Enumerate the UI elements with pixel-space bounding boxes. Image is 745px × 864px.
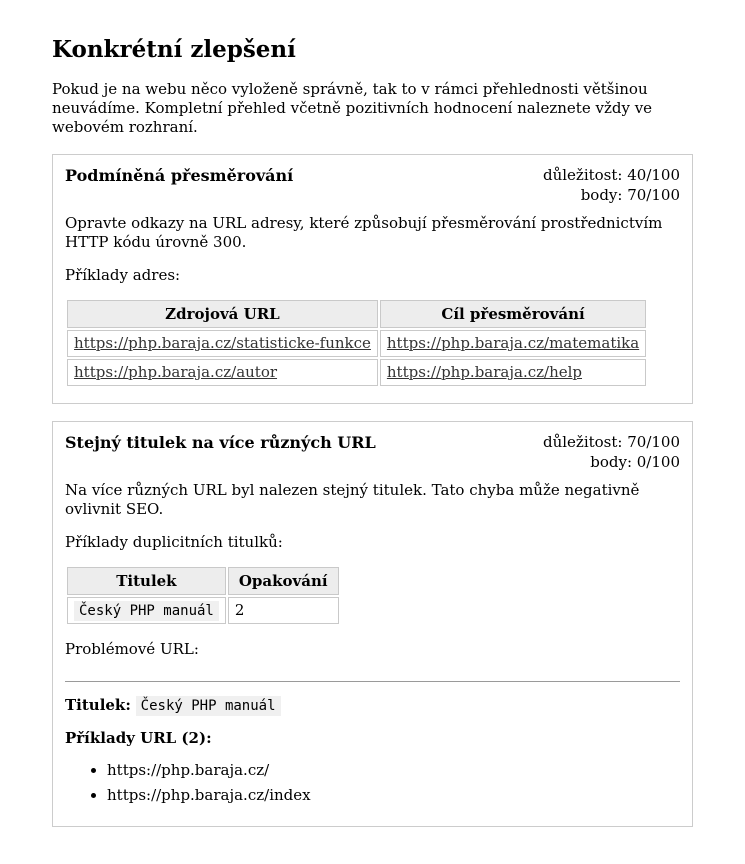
- issue-header: [65, 165, 680, 205]
- list-item: • https://php.baraja.cz/: [107, 760, 680, 780]
- redirects-table: [65, 298, 648, 388]
- importance-value: důležitost: 40/100: [542, 166, 680, 184]
- problem-urls-label: Problémové URL:: [65, 640, 199, 658]
- intro-paragraph: Pokud je na webu něco vyloženě správně, tak to v rámci přehlednosti většinou neuvádíme. Kompletní přehled včetně pozitivních hodnocení naleznete vždy ve webovém rozhraní.: [52, 80, 653, 136]
- issue-scores: [543, 432, 680, 472]
- table-row: [67, 330, 646, 357]
- list-item: • https://php.baraja.cz/index: [107, 785, 680, 805]
- detail-examples-line: [65, 729, 680, 748]
- title-cell: [67, 597, 226, 624]
- url-examples-label: Příklady URL (2):: [65, 729, 212, 747]
- score-value: body: 0/100: [590, 453, 680, 471]
- issue-section-duplicate-titles: [52, 421, 693, 827]
- page-title: Konkrétní zlepšení: [52, 36, 296, 63]
- problem-url-list: [65, 760, 680, 805]
- target-url-cell: [380, 330, 646, 357]
- divider: [65, 681, 680, 682]
- repetitions-cell: 2: [228, 597, 339, 624]
- column-header-redirect-target: Cíl přesměrování: [380, 300, 646, 328]
- column-header-repetitions: Opakování: [228, 567, 339, 595]
- examples-label: Příklady adres:: [65, 266, 181, 284]
- score-value: body: 70/100: [580, 186, 680, 204]
- table-row: [67, 359, 646, 386]
- title-label: Titulek:: [65, 696, 131, 714]
- issue-scores: [543, 165, 680, 205]
- target-url-link[interactable]: https://php.baraja.cz/help: [386, 363, 583, 381]
- title-value-code: Český PHP manuál: [136, 696, 281, 716]
- source-url-link[interactable]: https://php.baraja.cz/statisticke-funkce: [74, 334, 371, 352]
- detail-title-line: [65, 696, 680, 715]
- issue-description: Opravte odkazy na URL adresy, které způsobují přesměrování prostřednictvím HTTP kódu úrovně 300.: [65, 214, 663, 251]
- source-url-cell: [67, 330, 378, 357]
- issue-header: [65, 432, 680, 472]
- issue-title: Stejný titulek na více různých URL: [65, 433, 376, 452]
- issue-description: Na více různých URL byl nalezen stejný titulek. Tato chyba může negativně ovlivnit SEO.: [65, 481, 640, 518]
- importance-value: důležitost: 70/100: [542, 433, 680, 451]
- table-row: [67, 597, 339, 624]
- duplicate-titles-table: [65, 565, 341, 626]
- column-header-source-url: Zdrojová URL: [67, 300, 378, 328]
- issue-title: Podmíněná přesměrování: [65, 166, 294, 185]
- target-url-link[interactable]: https://php.baraja.cz/matematika: [386, 334, 640, 352]
- issue-section-redirects: [52, 154, 693, 404]
- table-header-row: [67, 300, 646, 328]
- title-code: Český PHP manuál: [74, 601, 219, 621]
- source-url-cell: [67, 359, 378, 386]
- column-header-title: Titulek: [67, 567, 226, 595]
- source-url-link[interactable]: https://php.baraja.cz/autor: [74, 363, 278, 381]
- table-header-row: [67, 567, 339, 595]
- examples-label: Příklady duplicitních titulků:: [65, 533, 283, 551]
- target-url-cell: [380, 359, 646, 386]
